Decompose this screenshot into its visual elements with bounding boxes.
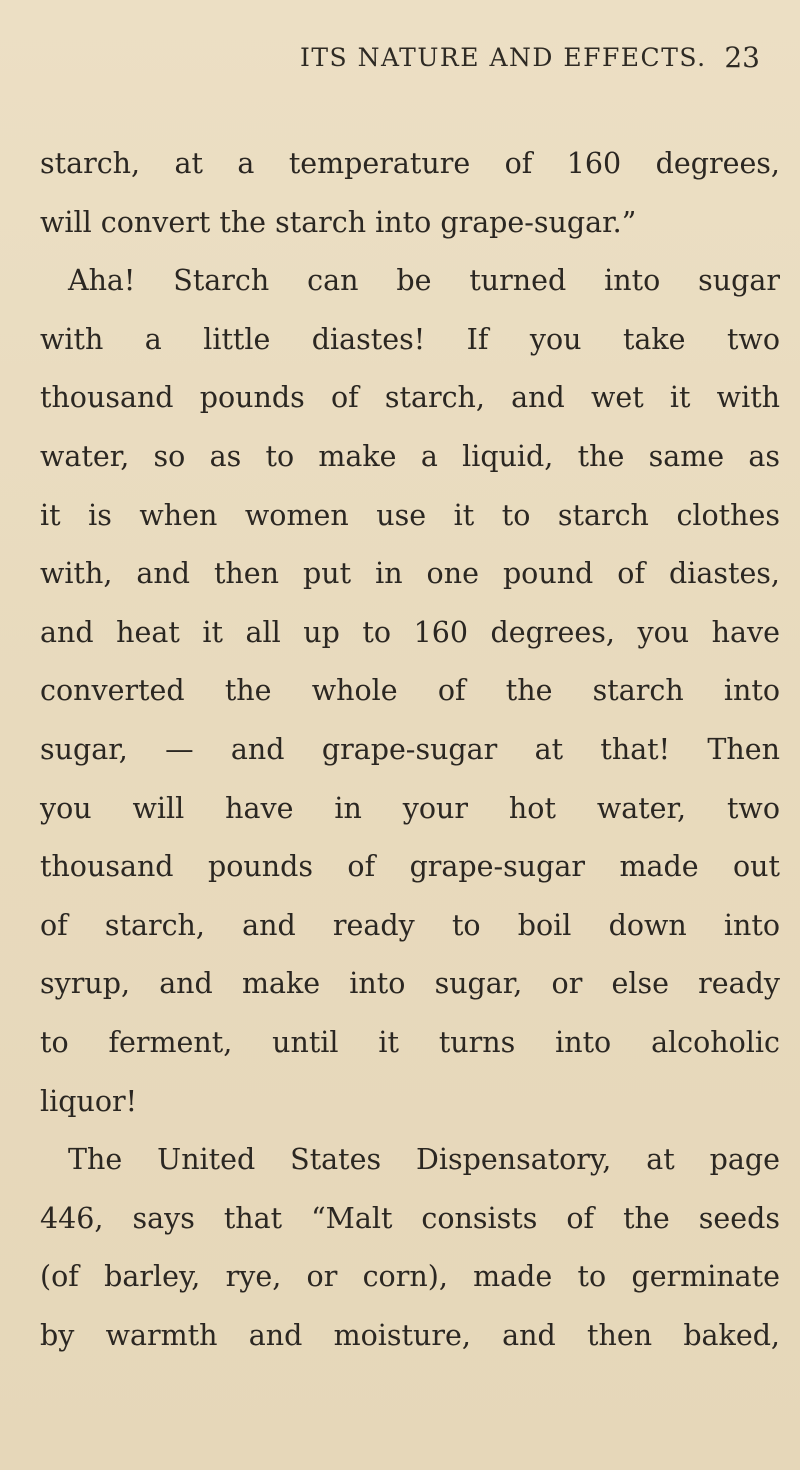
text-line: it is when women use it to starch clothes xyxy=(40,498,780,532)
running-head: ITS NATURE AND EFFECTS. xyxy=(300,43,707,72)
text-line: with a little diastes! If you take two xyxy=(40,322,780,356)
text-line: to ferment, until it turns into alcoholic xyxy=(40,1025,780,1059)
text-line: converted the whole of the starch into xyxy=(40,674,780,708)
text-line: thousand pounds of starch, and wet it with xyxy=(40,381,780,415)
text-line: will convert the starch into grape-sugar.” xyxy=(40,205,637,239)
text-line: liquor! xyxy=(40,1084,138,1118)
text-line: water, so as to make a liquid, the same as xyxy=(40,439,780,473)
page-header xyxy=(0,38,800,78)
text-line: 446, says that “Malt consists of the seeds xyxy=(40,1201,780,1235)
text-line: Aha! Starch can be turned into sugar xyxy=(68,264,780,298)
text-line: syrup, and make into sugar, or else ready xyxy=(40,967,780,1001)
body-text xyxy=(40,135,780,1365)
text-line: (of barley, rye, or corn), made to germinate xyxy=(40,1260,780,1294)
text-line: sugar, — and grape-sugar at that! Then xyxy=(40,732,780,766)
text-line: by warmth and moisture, and then baked, xyxy=(40,1318,780,1352)
page-number: 23 xyxy=(724,41,760,74)
text-line: and heat it all up to 160 degrees, you have xyxy=(40,615,780,649)
text-line: with, and then put in one pound of diastes, xyxy=(40,557,780,591)
text-line: of starch, and ready to boil down into xyxy=(40,908,780,942)
text-line: thousand pounds of grape-sugar made out xyxy=(40,850,780,884)
text-line: you will have in your hot water, two xyxy=(40,791,780,825)
text-line: starch, at a temperature of 160 degrees, xyxy=(40,147,780,180)
text-line: The United States Dispensatory, at page xyxy=(68,1143,780,1177)
